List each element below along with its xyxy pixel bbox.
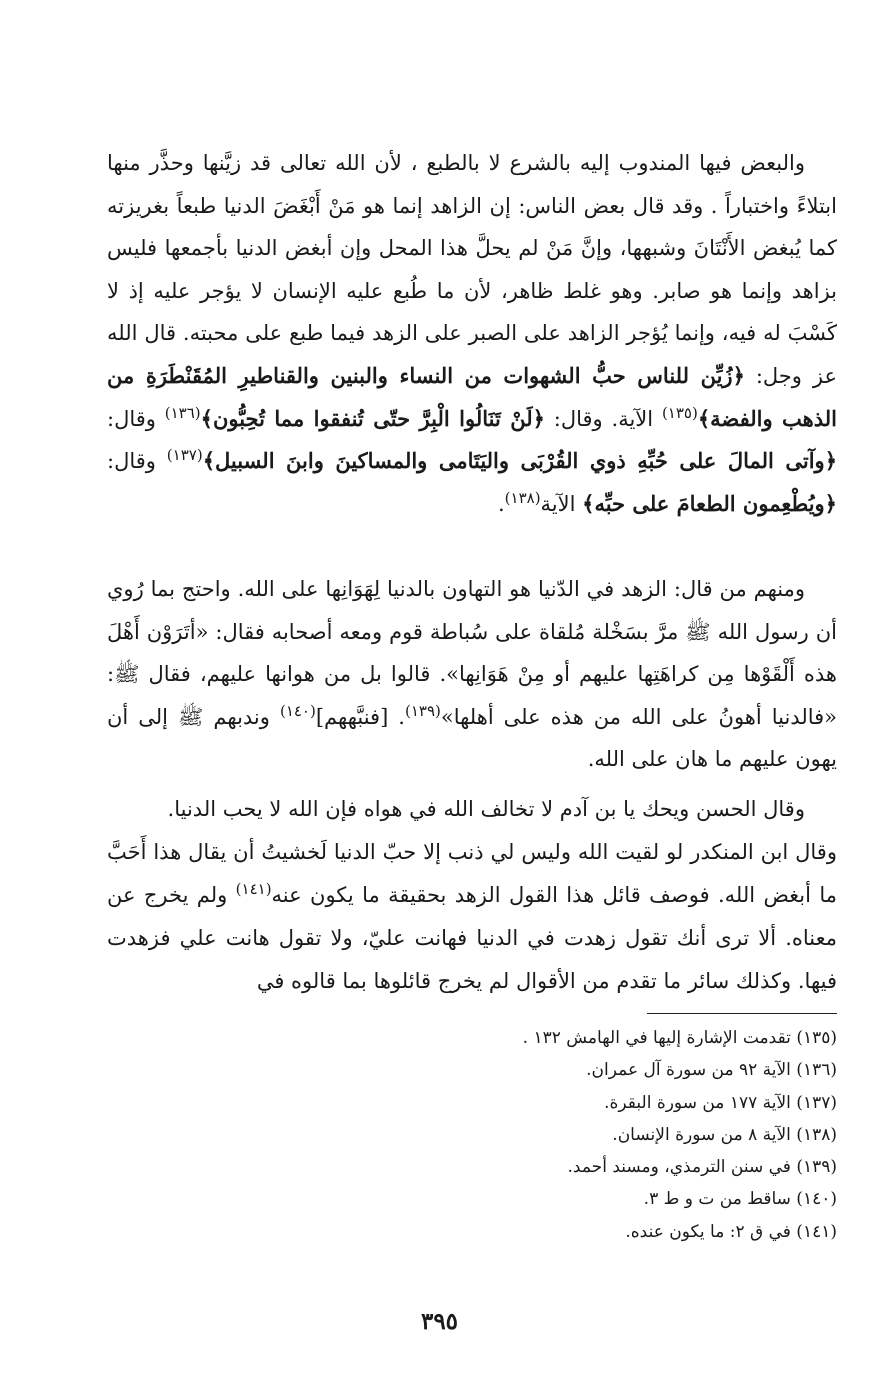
footnotes: [107, 1022, 837, 1248]
body-text: وقال:: [107, 406, 165, 431]
footnote-marker: (١٣٦): [164, 403, 201, 422]
footnote-marker: (١٣٧): [166, 446, 203, 465]
quran-verse: ﴿وآتى المالَ على حُبِّهِ ذوي القُرْبَى واليَتَامى والمساكينَ وابنَ السبيل﴾: [202, 448, 838, 474]
footnote-marker: (١٤٠): [279, 701, 316, 720]
paragraph1-text: [107, 142, 837, 525]
footnote-marker: (١٤١): [235, 880, 272, 898]
paragraph-3: [107, 788, 837, 1003]
body-text: . [فنبَّههم]: [315, 704, 405, 729]
body-text: .: [497, 491, 505, 516]
body-text: وقال الحسن ويحك يا بن آدم لا تخالف الله في هواه فإن الله لا يحب الدنيا.: [167, 797, 805, 821]
paragraph-2: [107, 568, 837, 781]
footnote-139: (١٣٩) في سنن الترمذي، ومسند أحمد.: [567, 1157, 837, 1178]
footnote-138: (١٣٨) الآية ٨ من سورة الإنسان.: [612, 1124, 837, 1145]
footnote-140: (١٤٠) ساقط من ت و ط ٣.: [643, 1189, 837, 1210]
quran-verse: ﴿ويُطْعِمون الطعامَ على حبِّه﴾: [582, 490, 837, 516]
body-text: وقال ابن المنكدر لو لقيت الله وليس لي ذنب إلا حبّ الدنيا لَخشيتُ أن يقال هذا أَحَبَّ ما أبغض الله. فوصف قائل هذا القول الزهد بحقيقة ما يكون عنه: [107, 840, 837, 907]
footnote-marker: (١٣٩): [404, 701, 441, 720]
footnote-marker: (١٣٥): [661, 403, 698, 422]
page-number: ٣٩٥: [420, 1308, 459, 1335]
paragraph3-text-continued: [107, 831, 837, 1003]
body-text: ولم يخرج عن معناه. ألا ترى أنك تقول زهدت في الدنيا فهانت عليّ، ولا تقول هانت علي فزهدت فيها. وكذلك سائر ما تقدم من الأقوال لم يخرج قائلوها بما قالوه في: [107, 883, 837, 993]
body-text: وقال:: [107, 449, 167, 474]
body-text: الآية. وقال:: [544, 406, 662, 431]
footnote-divider: [647, 1013, 837, 1014]
footnote-135: (١٣٥) تقدمت الإشارة إليها في الهامش ١٣٢ .: [522, 1028, 837, 1048]
quran-verse: ﴿لَنْ تَنَالُوا الْبِرَّ حتّى تُنفقوا مما تُحِبُّون﴾: [200, 405, 545, 431]
body-text: الآية: [540, 491, 583, 516]
paragraph2-text: [107, 568, 837, 781]
body-text: وندبهم ﷺ إلى أن يهون عليهم ما هان على الله.: [107, 704, 837, 772]
paragraph-1: [107, 142, 837, 525]
body-text: ومنهم من قال: الزهد في الدّنيا هو التهاون بالدنيا لِهَوَانِها على الله. واحتج بما رُوي أن رسول الله ﷺ مرَّ بسَخْلة مُلقاة على سُباطة قوم ومعه أصحابه فقال: «أتَرَوْن أَهْلَ هذه أَلْقَوْها مِن كراهَتِها عليهم أو مِنْ هَوَانِها». قالوا بل من هوانها عليهم، فقال ﷺ: «فالدنيا أهونُ على الله من هذه على أهلها»: [107, 577, 838, 729]
body-text: والبعض فيها المندوب إليه بالشرع لا بالطبع ، لأن الله تعالى قد زيَّنها وحذَّر منها ابتلاءً واختباراً . وقد قال بعض الناس: إن الزاهد إنما هو مَنْ أَبْغَضَ الدنيا طبعاً بغريزته كما يُبغض الأَنْتَانَ وشبهها، وإنَّ مَنْ لم يحلَّ هذا المحل وإن أبغض الدنيا بأجمعها فليس بزاهد وإنما هو صابر. وهو غلط ظاهر، لأن ما طُبع عليه الإنسان لا يؤجر عليه إذ لا كَسْبَ له فيه، وإنما يُؤجر الزاهد على الصبر على الزهد فيما طبع على محبته. قال الله عز وجل:: [107, 151, 837, 388]
footnote-136: (١٣٦) الآية ٩٢ من سورة آل عمران.: [586, 1060, 837, 1081]
paragraph3-text: [107, 788, 837, 831]
footnote-137: (١٣٧) الآية ١٧٧ من سورة البقرة.: [604, 1092, 837, 1113]
quran-verse: ﴿زُيِّن للناس حبُّ الشهوات من النساء والبنين والقناطيرِ المُقَنْطَرَةِ من الذهب والفضة﴾: [107, 362, 838, 431]
footnote-marker: (١٣٨): [504, 488, 541, 507]
footnote-141: (١٤١) في ق ٢: ما يكون عنده.: [625, 1221, 837, 1242]
